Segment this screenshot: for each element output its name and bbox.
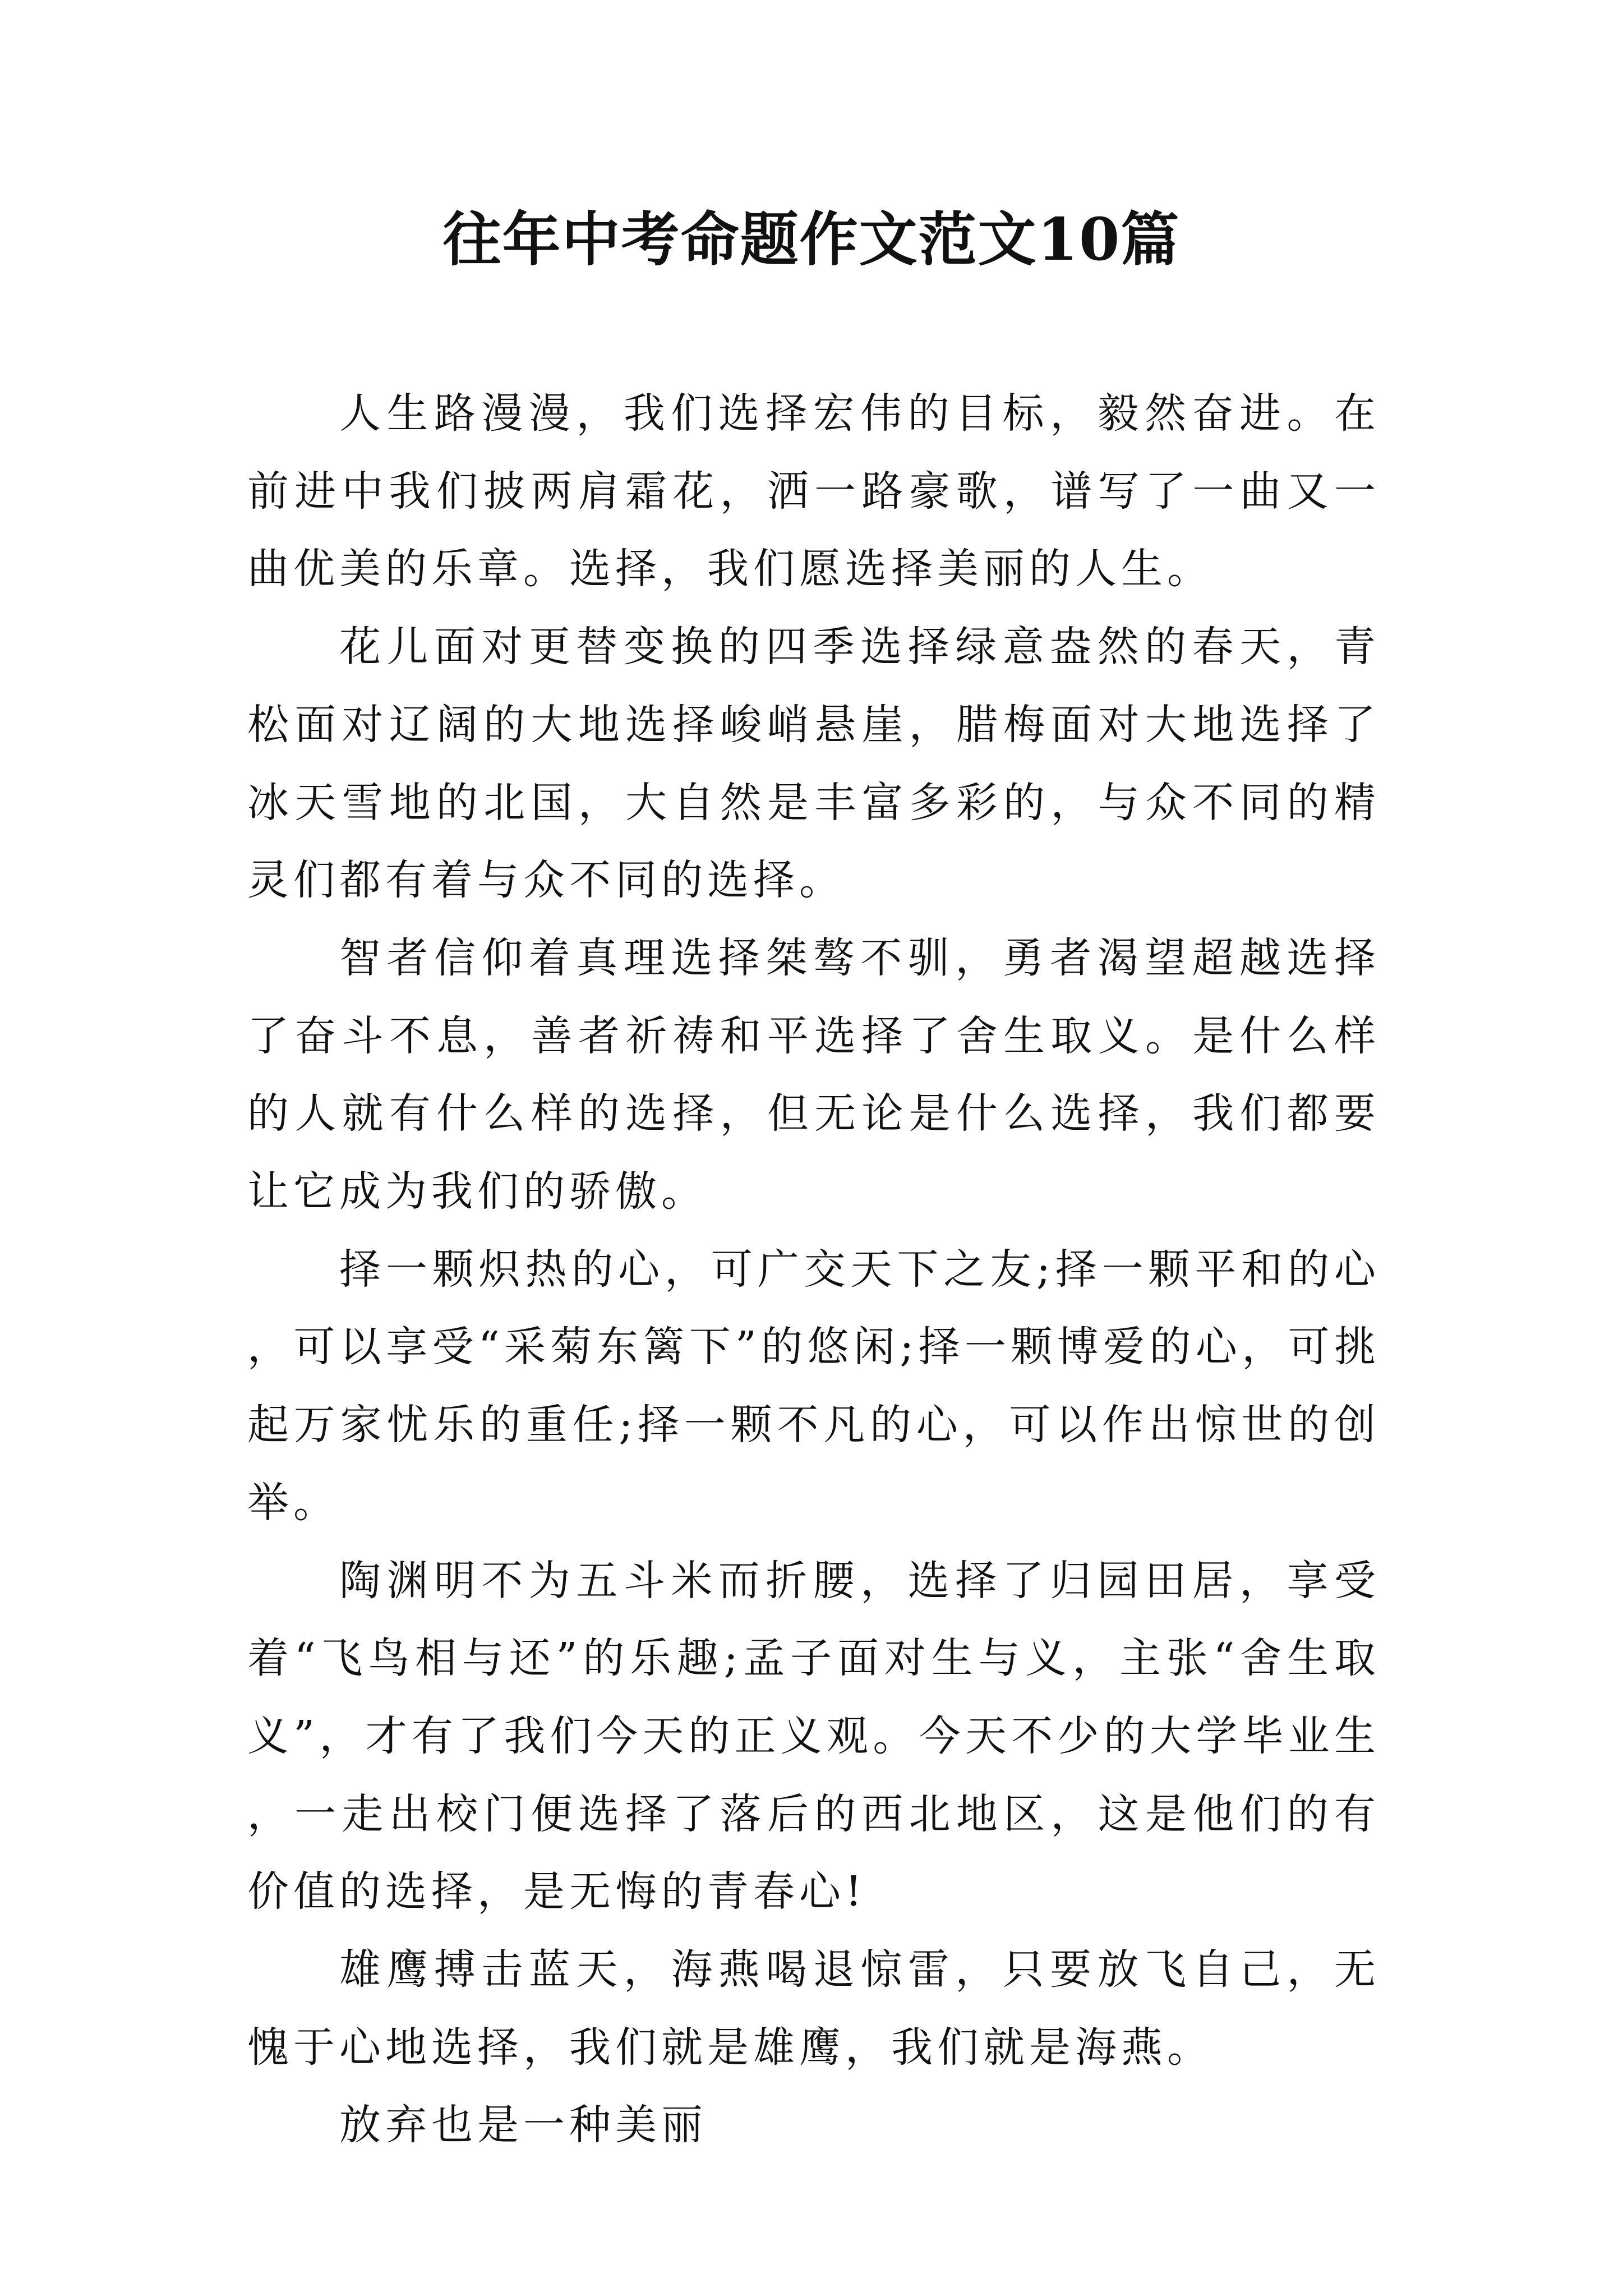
document-title: 往年中考命题作文范文10篇 [442,205,1181,274]
paragraph: 放弃也是一种美丽 [339,2101,707,2150]
paragraph: 花儿面对更替变换的四季选择绿意盎然的春天，青松面对辽阔的大地选择峻峭悬崖，腊梅面对大地选择了冰天雪地的北国，大自然是丰富多彩的，与众不同的精灵们都有着与众不同的选择。 [247,623,1380,905]
paragraph: 人生路漫漫，我们选择宏伟的目标，毅然奋进。在前进中我们披两肩霜花，洒一路豪歌，谱写了一曲又一曲优美的乐章。选择，我们愿选择美丽的人生。 [247,389,1380,593]
paragraph: 择一颗炽热的心，可广交天下之友;择一颗平和的心，可以享受“采菊东篱下”的悠闲;择一颗博爱的心，可挑起万家忧乐的重任;择一颗不凡的心，可以作出惊世的创举。 [247,1245,1380,1527]
document-body [247,375,1380,2164]
paragraph: 雄鹰搏击蓝天，海燕喝退惊雷，只要放飞自己，无愧于心地选择，我们就是雄鹰，我们就是海燕。 [247,1945,1380,2072]
paragraph: 陶渊明不为五斗米而折腰，选择了归园田居，享受着“飞鸟相与还”的乐趣;孟子面对生与义，主张“舍生取义”，才有了我们今天的正义观。今天不少的大学毕业生，一走出校门便选择了落后的西北地区，这是他们的有价值的选择，是无悔的青春心! [247,1556,1380,1916]
paragraph: 智者信仰着真理选择桀骜不驯，勇者渴望超越选择了奋斗不息，善者祈祷和平选择了舍生取义。是什么样的人就有什么样的选择，但无论是什么选择，我们都要让它成为我们的骄傲。 [247,933,1380,1216]
